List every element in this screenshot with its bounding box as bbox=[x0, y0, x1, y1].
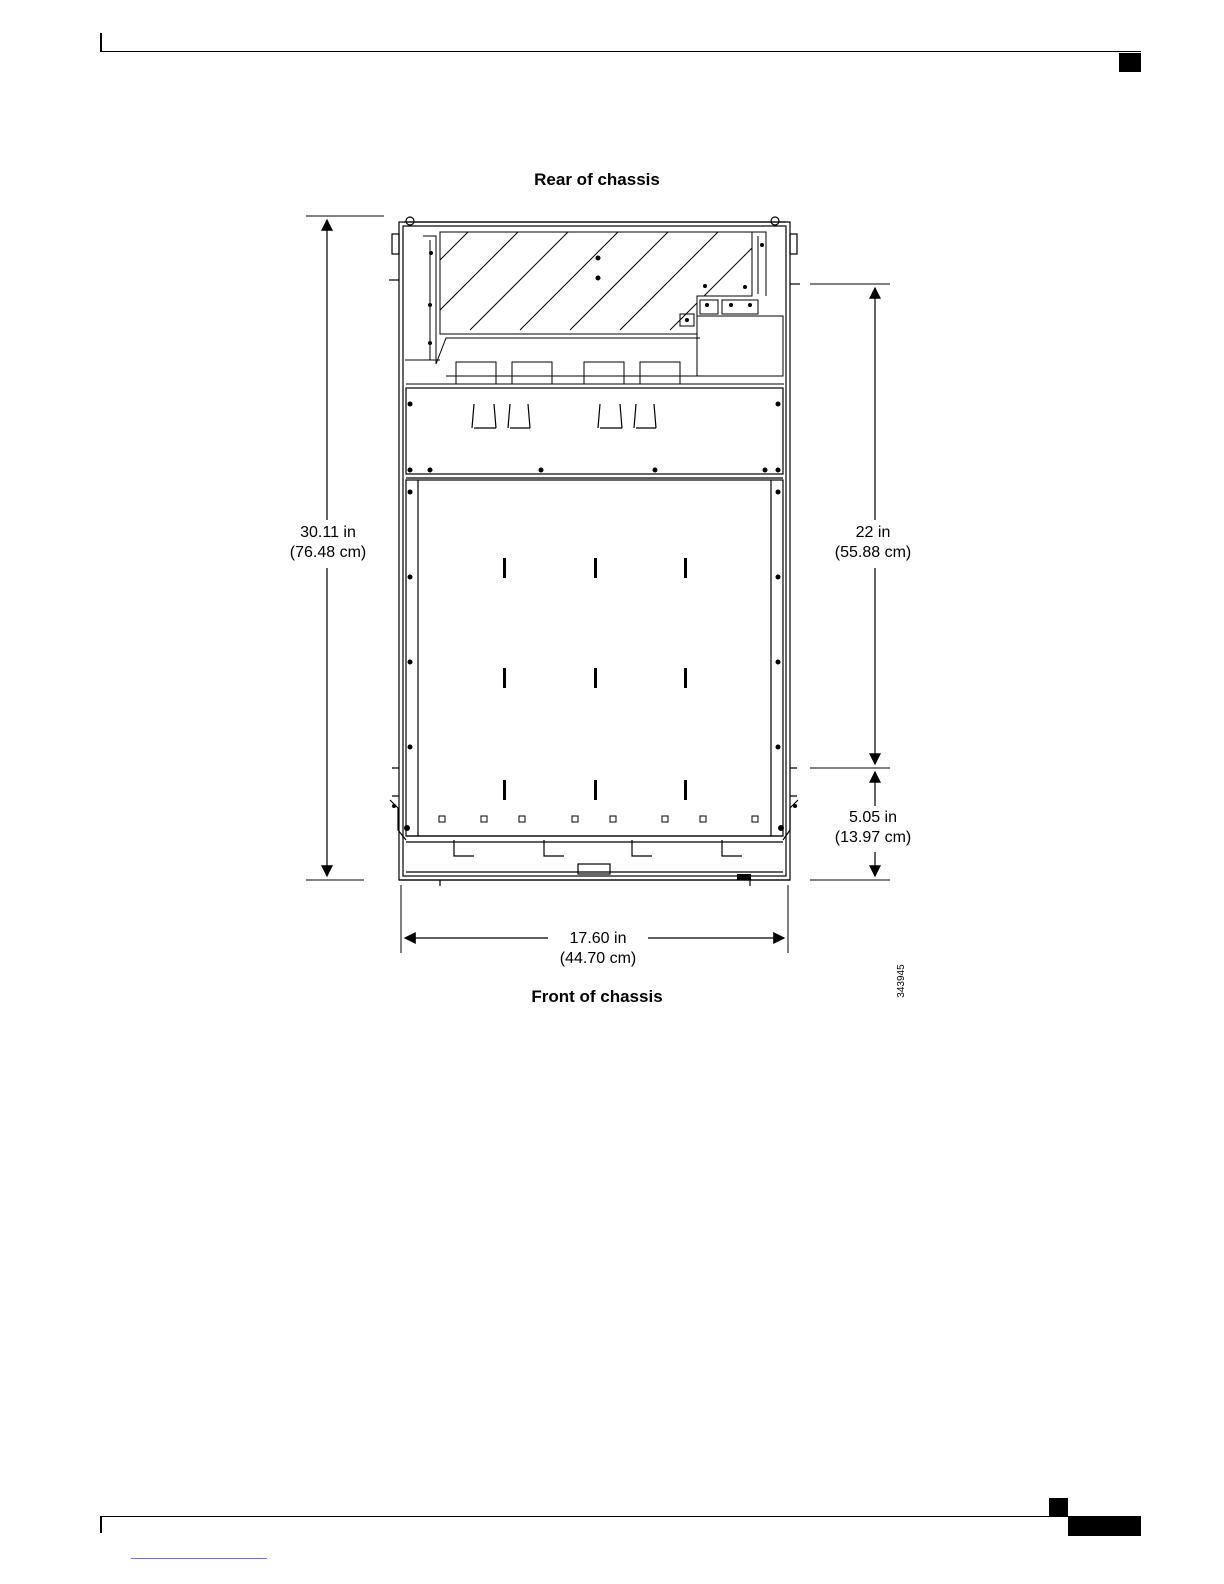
footer-link-underline[interactable] bbox=[131, 1558, 267, 1559]
overall-height-imperial: 30.11 in bbox=[300, 524, 356, 541]
footer-tick bbox=[100, 1516, 102, 1533]
depth-dimension bbox=[822, 523, 924, 563]
module-bay-upper bbox=[406, 388, 783, 478]
line-card-fasteners bbox=[408, 490, 781, 750]
depth-metric: (55.88 cm) bbox=[834, 544, 912, 561]
rear-of-chassis-label: Rear of chassis bbox=[534, 170, 660, 189]
footer-block-small bbox=[1049, 1498, 1068, 1516]
overall-height-metric: (76.48 cm) bbox=[289, 544, 367, 561]
line-card-slots bbox=[503, 558, 687, 800]
overall-height-dimension bbox=[276, 523, 380, 563]
front-offset-imperial: 5.05 in bbox=[848, 809, 898, 826]
figure-id: 343945 bbox=[896, 964, 907, 998]
footer-rule bbox=[100, 1516, 1141, 1517]
width-imperial: 17.60 in bbox=[569, 930, 627, 947]
width-dimension bbox=[548, 929, 648, 969]
rear-fan-tray bbox=[370, 230, 820, 384]
footer-block-wide bbox=[1068, 1517, 1141, 1536]
width-metric: (44.70 cm) bbox=[559, 950, 637, 967]
front-offset-dimension bbox=[822, 808, 924, 848]
depth-imperial: 22 in bbox=[855, 524, 891, 541]
module-bay-upper-fasteners bbox=[408, 402, 781, 473]
front-of-chassis-label: Front of chassis bbox=[531, 987, 663, 1006]
rear-fasteners bbox=[428, 243, 764, 345]
line-card-latches bbox=[439, 816, 758, 822]
front-offset-metric: (13.97 cm) bbox=[834, 829, 912, 846]
